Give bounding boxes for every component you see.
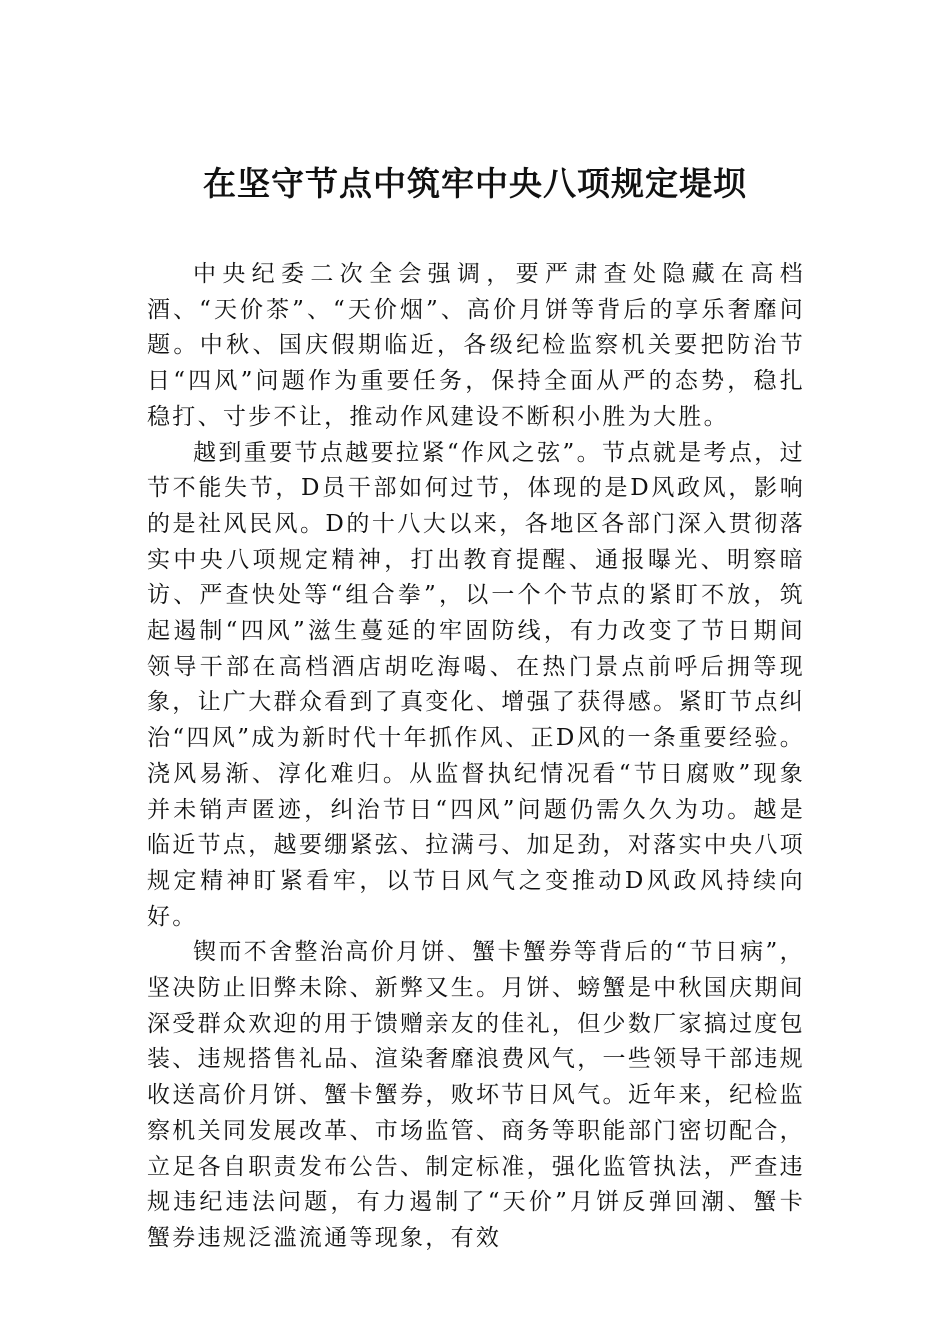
- paragraph-3: 锲而不舍整治高价月饼、蟹卡蟹券等背后的“节日病”，坚决防止旧弊未除、新弊又生。月饼、螃蟹是中秋国庆期间深受群众欢迎的用于馈赠亲友的佳礼，但少数厂家搞过度包装、违规搭售礼品、渲染奢靡浪费风气，一些领导干部违规收送高价月饼、蟹卡蟹券，败坏节日风气。近年来，纪检监察机关同发展改革、市场监管、商务等职能部门密切配合，立足各自职责发布公告、制定标准，强化监管执法，严查违规违纪违法问题，有力遏制了“天价”月饼反弹回潮、蟹卡蟹券违规泛滥流通等现象，有效: [147, 939, 805, 1251]
- paragraph-2: 越到重要节点越要拉紧“作风之弦”。节点就是考点，过节不能失节，D员干部如何过节，体现的是D风政风，影响的是社风民风。D的十八大以来，各地区各部门深入贯彻落实中央八项规定精神，打出教育提醒、通报曝光、明察暗访、严查快处等“组合拳”，以一个个节点的紧盯不放，筑起遏制“四风”滋生蔓延的牢固防线，有力改变了节日期间领导干部在高档酒店胡吃海喝、在热门景点前呼后拥等现象，让广大群众看到了真变化、增强了获得感。紧盯节点纠治“四风”成为新时代十年抓作风、正D风的一条重要经验。浇风易渐、淳化难归。从监督执纪情况看“节日腐败”现象并未销声匿迹，纠治节日“四风”问题仍需久久为功。越是临近节点，越要绷紧弦、拉满弓、加足劲，对落实中央八项规定精神盯紧看牢，以节日风气之变推动D风政风持续向好。: [147, 439, 805, 930]
- paragraph-1: 中央纪委二次全会强调，要严肃查处隐藏在高档酒、“天价茶”、“天价烟”、高价月饼等背后的享乐奢靡问题。中秋、国庆假期临近，各级纪检监察机关要把防治节日“四风”问题作为重要任务，保持全面从严的态势，稳扎稳打、寸步不让，推动作风建设不断积小胜为大胜。: [147, 261, 805, 430]
- document-body: [147, 257, 805, 1257]
- document-title: 在坚守节点中筑牢中央八项规定堤坝: [203, 164, 747, 203]
